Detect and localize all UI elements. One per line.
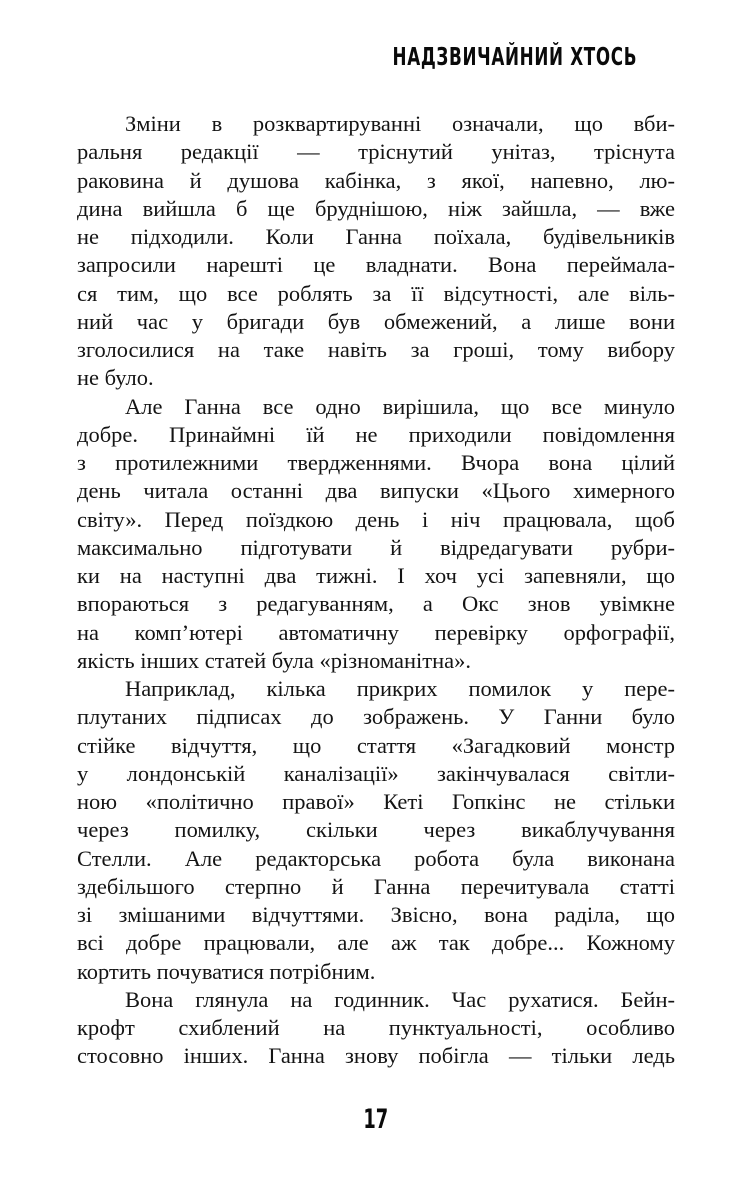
text-line: раковина й душова кабінка, з якої, напевно, лю- xyxy=(77,167,675,193)
text-line: ся тим, що все роблять за її відсутності, але віль- xyxy=(77,280,675,306)
text-line: ральня редакції — тріснутий унітаз, тріснута xyxy=(77,139,675,165)
text-block xyxy=(77,110,675,1071)
text-line: на комп’ютері автоматичну перевірку орфографії, xyxy=(77,619,675,645)
text-line: максимально підготувати й відредагувати рубри- xyxy=(77,534,675,560)
text-line: світу». Перед поїздкою день і ніч працювала, щоб xyxy=(77,506,675,532)
text-line: через помилку, скільки через викаблучування xyxy=(77,817,675,843)
text-line: Стелли. Але редакторська робота була виконана xyxy=(77,845,675,871)
paragraph xyxy=(77,393,675,676)
text-line: не підходили. Коли Ганна поїхала, будівельників xyxy=(77,224,675,249)
text-line: Але Ганна все одно вирішила, що все минуло xyxy=(125,393,675,419)
text-line: якість інших статей була «різноманітна». xyxy=(77,647,472,673)
text-line: ки на наступні два тижні. І хоч усі запевняли, що xyxy=(77,563,675,588)
text-line: стосовно інших. Ганна знову побігла — тільки ледь xyxy=(77,1043,675,1069)
paragraph xyxy=(77,110,675,393)
text-line: всі добре працювали, але аж так добре... Кожному xyxy=(77,930,675,956)
text-line: Вона глянула на годинник. Час рухатися. Бейн- xyxy=(125,986,675,1012)
running-head-title: НАДЗВИЧАЙНИЙ ХТОСЬ xyxy=(392,42,637,71)
text-line: стійке відчуття, що стаття «Загадковий монстр xyxy=(77,732,675,758)
page-number: 17 xyxy=(363,1104,389,1135)
page-number-container xyxy=(77,1106,675,1134)
text-line: впораються з редагуванням, а Окс знов увімкне xyxy=(77,591,675,617)
text-line: здебільшого стерпно й Ганна перечитувала статті xyxy=(77,873,675,899)
text-line: плутаних підписах до зображень. У Ганни було xyxy=(77,704,675,730)
text-line: запросили нарешті це владнати. Вона переймала- xyxy=(77,252,675,278)
text-line: крофт схиблений на пунктуальності, особливо xyxy=(77,1015,675,1040)
text-line: Зміни в розквартируванні означали, що вби- xyxy=(125,111,675,136)
text-line: дина вийшла б ще бруднішою, ніж зайшла, — вже xyxy=(77,195,675,221)
text-line: ний час у бригади був обмежений, а лише вони xyxy=(77,308,675,334)
text-line: не було. xyxy=(77,365,154,391)
text-line: зі змішаними відчуттями. Звісно, вона раділа, що xyxy=(77,902,675,927)
paragraph xyxy=(77,986,675,1071)
text-line: день читала останні два випуски «Цього химерного xyxy=(77,478,675,504)
text-line: у лондонській каналізації» закінчувалася світли- xyxy=(77,760,675,786)
paragraph xyxy=(77,675,675,986)
text-line: з протилежними твердженнями. Вчора вона цілий xyxy=(77,450,675,475)
text-line: кортить почуватися потрібним. xyxy=(77,958,376,984)
text-line: Наприклад, кілька прикрих помилок у пере- xyxy=(125,676,675,701)
text-line: добре. Принаймні їй не приходили повідомлення xyxy=(77,421,675,447)
text-line: ною «політично правої» Кеті Гопкінс не стільки xyxy=(77,789,675,814)
text-line: зголосилися на таке навіть за гроші, тому вибору xyxy=(77,337,675,362)
